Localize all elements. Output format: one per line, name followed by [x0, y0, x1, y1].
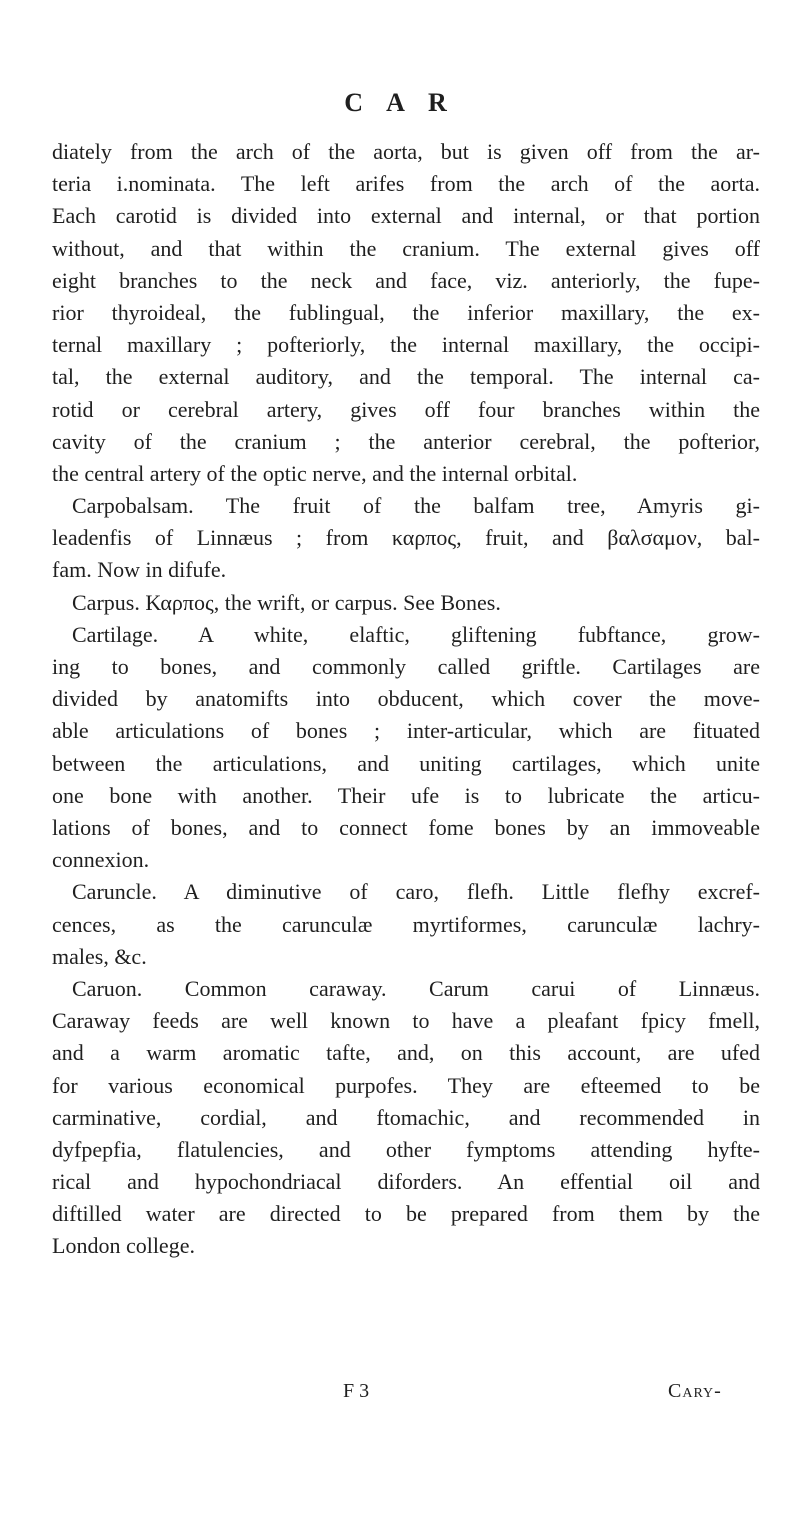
body-text	[52, 136, 760, 1263]
text-line: between the articulations, and uniting cartilages, which unite	[52, 750, 760, 776]
text-line: rotid or cerebral artery, gives off four branches within the	[52, 396, 760, 422]
entry-caruncle: Caruncle. A diminutive of caro, flefh. Little flefhy excref-	[72, 879, 760, 905]
text-line: cences, as the carunculæ myrtiformes, carunculæ lachry-	[52, 911, 760, 937]
entry-caruon: Caruon. Common caraway. Carum carui of Linnæus.	[72, 975, 760, 1001]
text-line: dyfpepfia, flatulencies, and other fymptoms attending hyfte-	[52, 1136, 760, 1162]
text-line: rical and hypochondriacal diforders. An effential oil and	[52, 1169, 760, 1195]
text-line: ternal maxillary ; pofteriorly, the internal maxillary, the occipi-	[52, 332, 760, 358]
text-line: for various economical purpofes. They are efteemed to be	[52, 1072, 760, 1098]
text-line: cavity of the cranium ; the anterior cerebral, the pofterior,	[52, 428, 760, 454]
text-line: diftilled water are directed to be prepared from them by the	[52, 1201, 760, 1227]
text-line: leadenfis of Linnæus ; from καρπος, fruit, and βαλσαμον, bal-	[52, 525, 760, 551]
entry-carpobalsam: Carpobalsam. The fruit of the balfam tree, Amyris gi-	[72, 493, 760, 519]
text-line: carminative, cordial, and ftomachic, and recommended in	[52, 1104, 760, 1130]
text-line: the central artery of the optic nerve, and the internal orbital.	[52, 460, 578, 486]
text-line: divided by anatomifts into obducent, which cover the move-	[52, 686, 760, 712]
signature-mark: F 3	[343, 1380, 370, 1402]
text-line: ing to bones, and commonly called griftle. Cartilages are	[52, 654, 760, 680]
text-line: and a warm aromatic tafte, and, on this account, are ufed	[52, 1040, 760, 1066]
text-line: London college.	[52, 1233, 195, 1259]
text-line: teria i.nominata. The left arifes from the arch of the aorta.	[52, 171, 760, 197]
text-line: diately from the arch of the aorta, but is given off from the ar-	[52, 139, 760, 164]
text-line: rior thyroideal, the fublingual, the inferior maxillary, the ex-	[52, 299, 760, 325]
text-line: eight branches to the neck and face, viz. anteriorly, the fupe-	[52, 267, 760, 293]
entry-cartilage: Cartilage. A white, elaftic, gliftening fubftance, grow-	[72, 621, 760, 647]
text-line: fam. Now in difufe.	[52, 557, 227, 583]
text-line: Caraway feeds are well known to have a pleafant fpicy fmell,	[52, 1008, 760, 1034]
text-line: able articulations of bones ; inter-articular, which are fituated	[52, 718, 760, 744]
text-line: males, &c.	[52, 943, 147, 969]
text-line: without, and that within the cranium. The external gives off	[52, 235, 760, 261]
text-line: tal, the external auditory, and the temporal. The internal ca-	[52, 364, 760, 390]
text-line: Each carotid is divided into external and internal, or that portion	[52, 203, 760, 229]
catchword: Cary-	[668, 1380, 722, 1402]
text-line: connexion.	[52, 847, 150, 873]
running-head: C A R	[344, 88, 456, 117]
page-footer	[0, 1380, 800, 1420]
text-line: one bone with another. Their ufe is to lubricate the articu-	[52, 782, 760, 808]
entry-carpus: Carpus. Καρπος, the wrift, or carpus. See Bones.	[72, 589, 501, 615]
text-line: lations of bones, and to connect fome bones by an immoveable	[52, 814, 760, 840]
